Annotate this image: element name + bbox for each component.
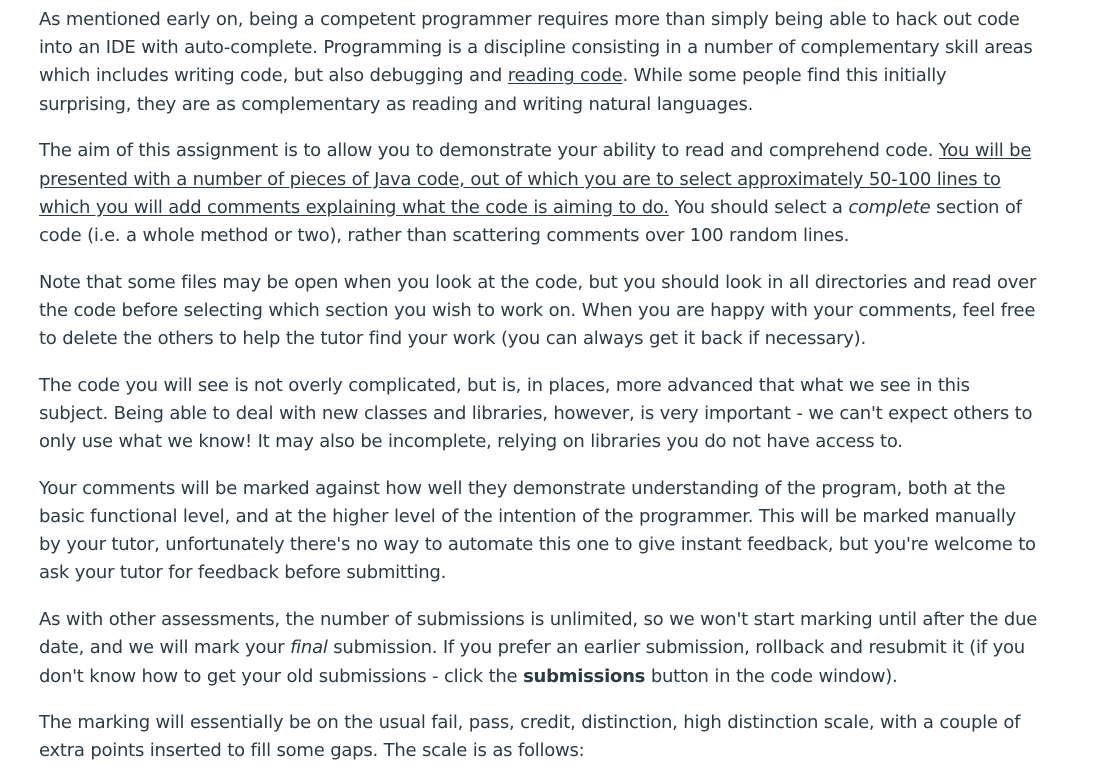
- paragraph-text: As with other assessments, the number of submissions is unlimited, so we won't start marking until after the due date, and we will mark your: [39, 609, 1038, 659]
- emphasis-text: complete: [848, 196, 931, 218]
- reading-code-link[interactable]: reading code: [507, 65, 623, 87]
- paragraph-intro: [39, 6, 1039, 119]
- paragraph-marking-criteria: Your comments will be marked against how well they demonstrate understanding of the program, both at the basic functional level, and at the higher level of the intention of the programmer. This will be marked manually by your tutor, unfortunately there's no way to automate this one to give instant feedback, but you're welcome to ask your tutor for feedback before submitting.: [39, 477, 1036, 584]
- paragraph-text: The aim of this assignment is to allow you to demonstrate your ability to read and comprehend code.: [39, 140, 939, 162]
- paragraph-marking-scale: The marking will essentially be on the usual fail, pass, credit, distinction, high distinction scale, with a couple of extra points inserted to fill some gaps. The scale is as follows:: [39, 712, 1021, 762]
- paragraph-files-note: Note that some files may be open when you look at the code, but you should look in all directories and read over the code before selecting which section you wish to work on. When you are happy with your comments, feel free to delete the others to help the tutor find your work (you can always get it back if necessary).: [39, 271, 1037, 350]
- paragraph-text: submission. If you prefer an earlier submission, rollback and resubmit it (if you don't know how to get your old submissions - click the: [39, 637, 1025, 687]
- paragraph-code-complexity: The code you will see is not overly complicated, but is, in places, more advanced that what we see in this subject. Being able to deal with new classes and libraries, however, is very important - we can't expect others to only use what we know! It may also be incomplete, relying on libraries you do not have access to.: [39, 374, 1033, 453]
- paragraph-text: button in the code window).: [645, 665, 898, 687]
- submissions-bold-text: submissions: [523, 665, 646, 687]
- paragraph-submissions: [39, 606, 1039, 691]
- paragraph-text: section of code (i.e. a whole method or two), rather than scattering comments over 100 random lines.: [39, 196, 1022, 246]
- emphasis-text: final: [290, 637, 328, 659]
- task-instructions-link[interactable]: You will be presented with a number of pieces of Java code, out of which you are to select approximately 50-100 lines to which you will add comments explaining what the code is aiming to do.: [39, 140, 1032, 218]
- paragraph-text: As mentioned early on, being a competent programmer requires more than simply being able to hack out code into an IDE with auto-complete. Programming is a discipline consisting in a number of complementary skill areas which includes writing code, but also debugging and: [39, 9, 1033, 87]
- paragraph-text: . While some people find this initially surprising, they are as complementary as reading and writing natural languages.: [39, 65, 947, 115]
- paragraph-text: You should select a: [668, 196, 849, 218]
- paragraph-aim: [39, 137, 1039, 250]
- assignment-description: [39, 6, 1039, 784]
